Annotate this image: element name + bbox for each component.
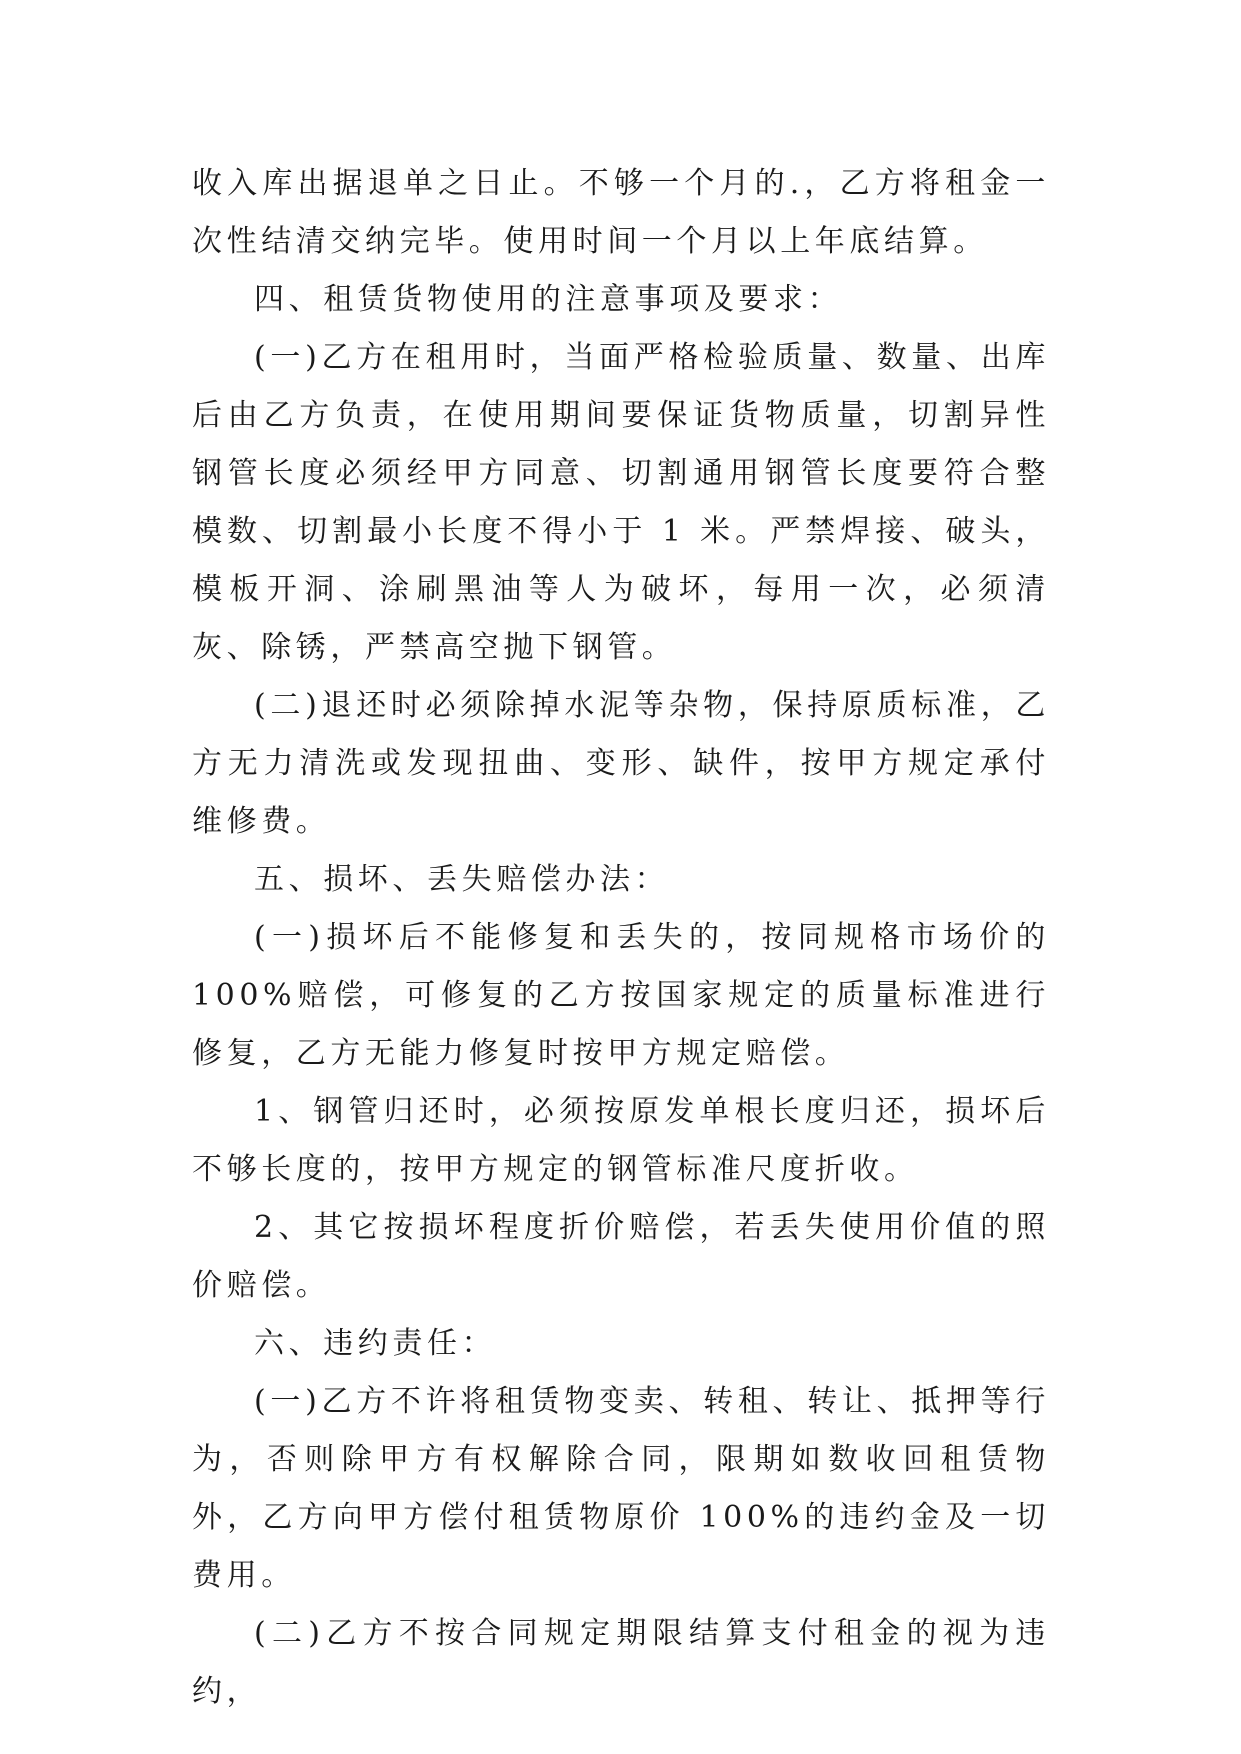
paragraph-6-1: (一)乙方不许将租赁物变卖、转租、转让、抵押等行为，否则除甲方有权解除合同，限期如数收回租赁物外，乙方向甲方偿付租赁物原价 100%的违约金及一切费用。 [192, 1384, 1050, 1593]
paragraph-5-1-item-2: 2、其它按损坏程度折价赔偿，若丢失使用价值的照价赔偿。 [192, 1210, 1050, 1303]
heading-section-4: 四、租赁货物使用的注意事项及要求： [254, 282, 843, 317]
heading-section-6: 六、违约责任： [254, 1326, 497, 1361]
paragraph-rent-settlement: 收入库出据退单之日止。不够一个月的.，乙方将租金一次性结清交纳完毕。使用时间一个月以上年底结算。 [192, 166, 1050, 259]
paragraph-5-1-item-1: 1、钢管归还时，必须按原发单根长度归还，损坏后不够长度的，按甲方规定的钢管标准尺度折收。 [192, 1094, 1050, 1187]
paragraph-4-1: (一)乙方在租用时，当面严格检验质量、数量、出库后由乙方负责，在使用期间要保证货物质量，切割异性钢管长度必须经甲方同意、切割通用钢管长度要符合整模数、切割最小长度不得小于 1 米。严禁焊接、破头，模板开洞、涂刷黑油等人为破坏，每用一次，必须清灰、除锈，严禁高空抛下钢管。 [192, 340, 1050, 665]
paragraph-4-2: (二)退还时必须除掉水泥等杂物，保持原质标准，乙方无力清洗或发现扭曲、变形、缺件，按甲方规定承付维修费。 [192, 688, 1050, 839]
paragraph-5-1: (一)损坏后不能修复和丢失的，按同规格市场价的 100%赔偿，可修复的乙方按国家规定的质量标准进行修复，乙方无能力修复时按甲方规定赔偿。 [192, 920, 1050, 1071]
heading-section-5: 五、损坏、丢失赔偿办法： [254, 862, 670, 897]
paragraph-6-2: (二)乙方不按合同规定期限结算支付租金的视为违约， [192, 1616, 1050, 1709]
document-page [192, 155, 1050, 1721]
